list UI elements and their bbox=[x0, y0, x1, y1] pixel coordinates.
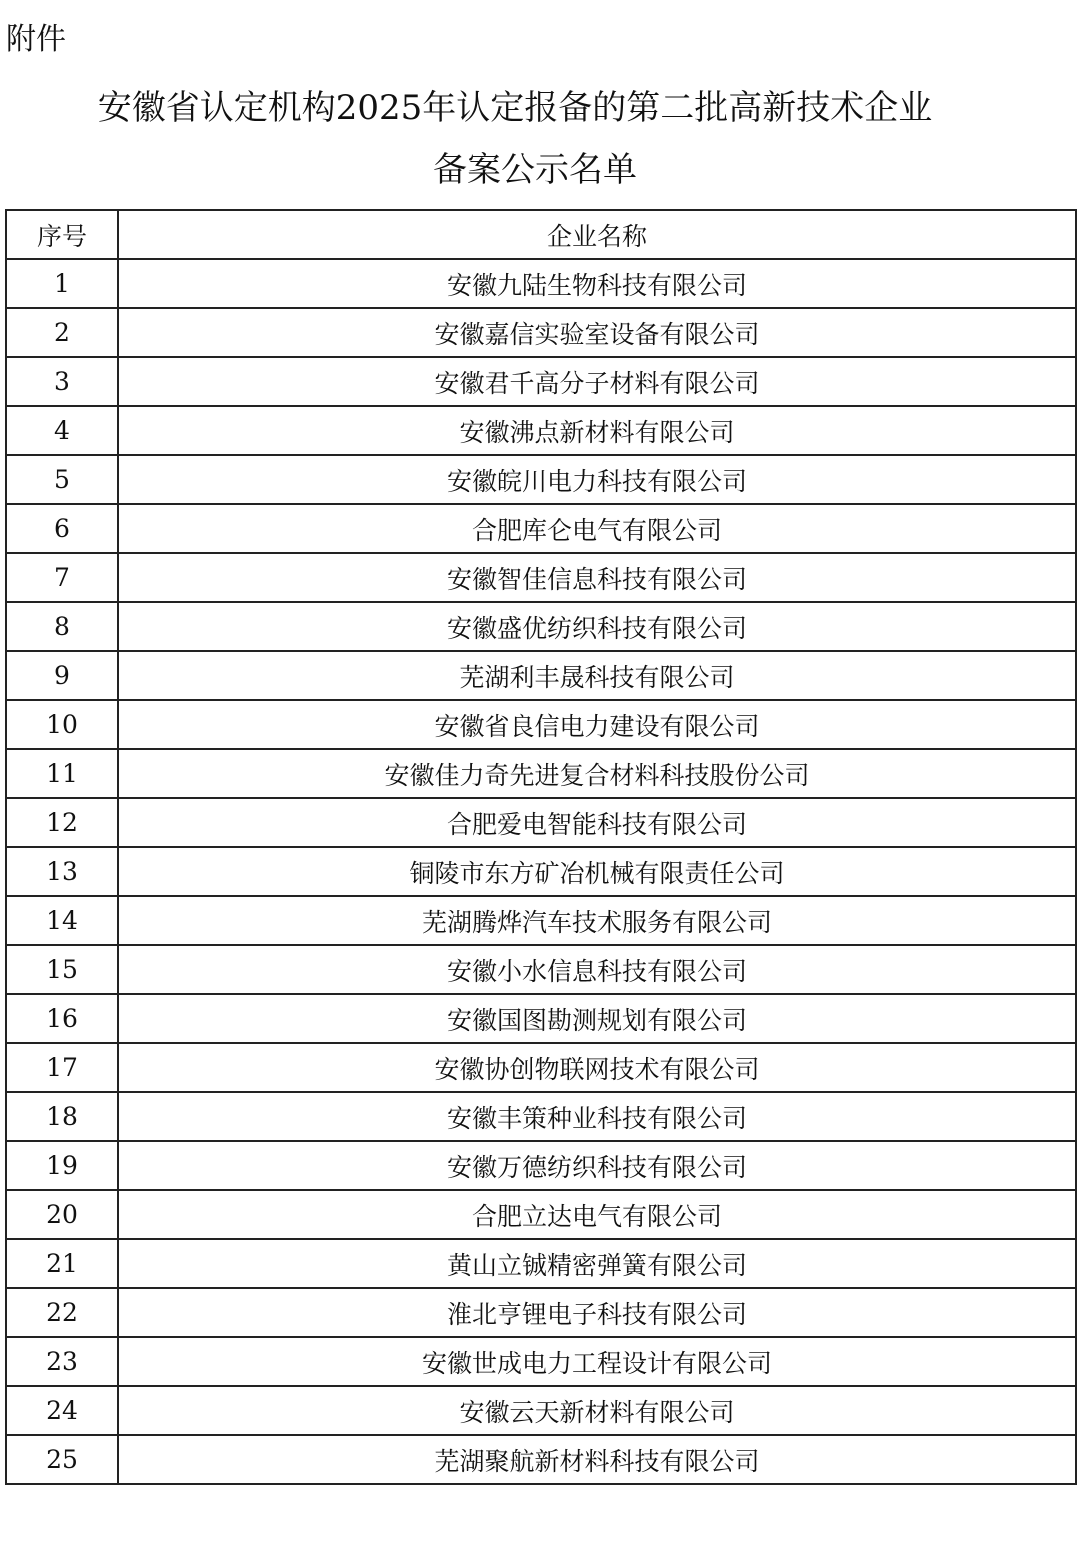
table-row bbox=[6, 945, 1076, 994]
row-company-name: 安徽云天新材料有限公司 bbox=[118, 1386, 1076, 1435]
table-row bbox=[6, 896, 1076, 945]
table-row bbox=[6, 994, 1076, 1043]
table-row bbox=[6, 700, 1076, 749]
row-company-name: 安徽丰策种业科技有限公司 bbox=[118, 1092, 1076, 1141]
table-row bbox=[6, 553, 1076, 602]
table-row bbox=[6, 1141, 1076, 1190]
row-serial-number: 18 bbox=[6, 1092, 118, 1141]
row-serial-number: 14 bbox=[6, 896, 118, 945]
row-company-name: 安徽省良信电力建设有限公司 bbox=[118, 700, 1076, 749]
row-serial-number: 23 bbox=[6, 1337, 118, 1386]
table-row bbox=[6, 1239, 1076, 1288]
table-row bbox=[6, 847, 1076, 896]
table-row bbox=[6, 798, 1076, 847]
row-company-name: 安徽世成电力工程设计有限公司 bbox=[118, 1337, 1076, 1386]
row-company-name: 安徽九陆生物科技有限公司 bbox=[118, 259, 1076, 308]
row-company-name: 安徽智佳信息科技有限公司 bbox=[118, 553, 1076, 602]
table-row bbox=[6, 1190, 1076, 1239]
table-row bbox=[6, 602, 1076, 651]
row-company-name: 安徽皖川电力科技有限公司 bbox=[118, 455, 1076, 504]
row-company-name: 安徽沸点新材料有限公司 bbox=[118, 406, 1076, 455]
row-company-name: 安徽万德纺织科技有限公司 bbox=[118, 1141, 1076, 1190]
row-serial-number: 5 bbox=[6, 455, 118, 504]
header-serial-number: 序号 bbox=[6, 210, 118, 259]
row-serial-number: 7 bbox=[6, 553, 118, 602]
row-serial-number: 10 bbox=[6, 700, 118, 749]
table-row bbox=[6, 1043, 1076, 1092]
row-company-name: 安徽盛优纺织科技有限公司 bbox=[118, 602, 1076, 651]
row-serial-number: 9 bbox=[6, 651, 118, 700]
table-row bbox=[6, 749, 1076, 798]
table-row bbox=[6, 406, 1076, 455]
header-company-name: 企业名称 bbox=[118, 210, 1076, 259]
table-row bbox=[6, 651, 1076, 700]
row-serial-number: 11 bbox=[6, 749, 118, 798]
row-company-name: 安徽君千高分子材料有限公司 bbox=[118, 357, 1076, 406]
row-serial-number: 3 bbox=[6, 357, 118, 406]
row-serial-number: 20 bbox=[6, 1190, 118, 1239]
row-serial-number: 2 bbox=[6, 308, 118, 357]
row-company-name: 安徽协创物联网技术有限公司 bbox=[118, 1043, 1076, 1092]
row-serial-number: 21 bbox=[6, 1239, 118, 1288]
company-list-table bbox=[5, 209, 1077, 1485]
row-serial-number: 17 bbox=[6, 1043, 118, 1092]
table-row bbox=[6, 1337, 1076, 1386]
table-row bbox=[6, 504, 1076, 553]
row-serial-number: 19 bbox=[6, 1141, 118, 1190]
row-serial-number: 16 bbox=[6, 994, 118, 1043]
table-row bbox=[6, 1386, 1076, 1435]
row-serial-number: 24 bbox=[6, 1386, 118, 1435]
row-company-name: 合肥立达电气有限公司 bbox=[118, 1190, 1076, 1239]
row-serial-number: 15 bbox=[6, 945, 118, 994]
row-company-name: 安徽小水信息科技有限公司 bbox=[118, 945, 1076, 994]
table-row bbox=[6, 259, 1076, 308]
row-company-name: 铜陵市东方矿冶机械有限责任公司 bbox=[118, 847, 1076, 896]
row-company-name: 安徽国图勘测规划有限公司 bbox=[118, 994, 1076, 1043]
document-title-line-1: 安徽省认定机构2025年认定报备的第二批高新技术企业 bbox=[97, 88, 933, 128]
row-serial-number: 13 bbox=[6, 847, 118, 896]
row-company-name: 芜湖腾烨汽车技术服务有限公司 bbox=[118, 896, 1076, 945]
table-row bbox=[6, 1435, 1076, 1484]
table-row bbox=[6, 455, 1076, 504]
row-serial-number: 25 bbox=[6, 1435, 118, 1484]
document-title-line-2: 备案公示名单 bbox=[433, 150, 637, 190]
row-company-name: 安徽佳力奇先进复合材料科技股份公司 bbox=[118, 749, 1076, 798]
row-serial-number: 6 bbox=[6, 504, 118, 553]
row-company-name: 安徽嘉信实验室设备有限公司 bbox=[118, 308, 1076, 357]
table-row bbox=[6, 308, 1076, 357]
row-serial-number: 4 bbox=[6, 406, 118, 455]
row-company-name: 芜湖利丰晟科技有限公司 bbox=[118, 651, 1076, 700]
table-row bbox=[6, 1288, 1076, 1337]
row-serial-number: 12 bbox=[6, 798, 118, 847]
attachment-label: 附件 bbox=[6, 22, 66, 57]
row-serial-number: 22 bbox=[6, 1288, 118, 1337]
row-serial-number: 1 bbox=[6, 259, 118, 308]
row-company-name: 淮北亨锂电子科技有限公司 bbox=[118, 1288, 1076, 1337]
row-serial-number: 8 bbox=[6, 602, 118, 651]
table-row bbox=[6, 357, 1076, 406]
row-company-name: 芜湖聚航新材料科技有限公司 bbox=[118, 1435, 1076, 1484]
table-header-row bbox=[6, 210, 1076, 259]
row-company-name: 合肥库仑电气有限公司 bbox=[118, 504, 1076, 553]
row-company-name: 合肥爱电智能科技有限公司 bbox=[118, 798, 1076, 847]
table-row bbox=[6, 1092, 1076, 1141]
row-company-name: 黄山立铖精密弹簧有限公司 bbox=[118, 1239, 1076, 1288]
